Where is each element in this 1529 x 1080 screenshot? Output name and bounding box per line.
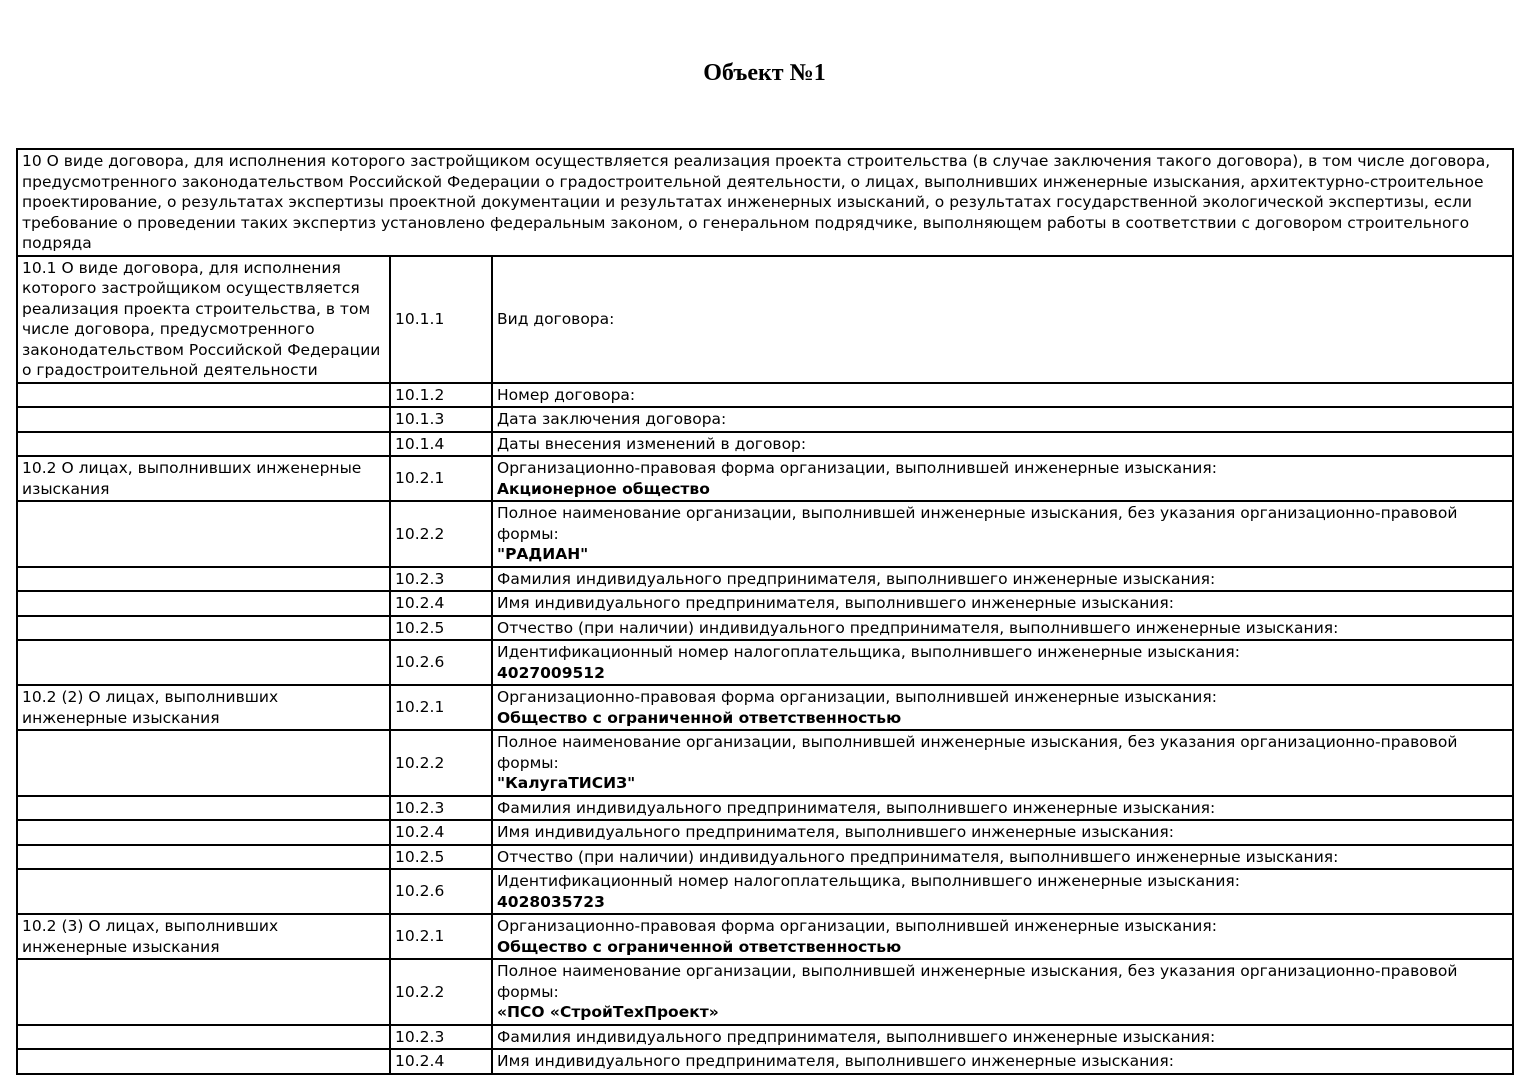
row-value-cell — [492, 845, 1513, 870]
row-value-cell — [492, 256, 1513, 383]
row-code-cell: 10.2.5 — [390, 616, 492, 641]
row-code-cell: 10.1.2 — [390, 383, 492, 408]
field-value: Акционерное общество — [497, 479, 710, 498]
row-code-cell: 10.1.3 — [390, 407, 492, 432]
row-code-cell: 10.2.1 — [390, 456, 492, 501]
row-code-cell: 10.2.2 — [390, 959, 492, 1025]
field-text: Полное наименование организации, выполнившей инженерные изыскания, без указания организационно-правовой формы: — [497, 733, 1458, 772]
row-code-cell: 10.1.1 — [390, 256, 492, 383]
row-value-cell — [492, 616, 1513, 641]
row-value-cell — [492, 407, 1513, 432]
row-value-cell — [492, 869, 1513, 914]
table-row — [17, 959, 1513, 1025]
row-code-cell: 10.2.3 — [390, 1025, 492, 1050]
field-text: Отчество (при наличии) индивидуального предпринимателя, выполнившего инженерные изыскания: — [497, 618, 1339, 637]
row-label-cell — [17, 501, 390, 567]
table-row — [17, 501, 1513, 567]
row-code-cell: 10.2.6 — [390, 640, 492, 685]
field-text: Фамилия индивидуального предпринимателя, выполнившего инженерные изыскания: — [497, 569, 1216, 588]
table-row — [17, 567, 1513, 592]
row-value-cell — [492, 1049, 1513, 1074]
field-value: 4028035723 — [497, 892, 605, 911]
row-code-cell: 10.2.4 — [390, 1049, 492, 1074]
field-text: Номер договора: — [497, 385, 636, 404]
field-text: Имя индивидуального предпринимателя, выполнившего инженерные изыскания: — [497, 594, 1174, 612]
field-value: Общество с ограниченной ответственностью — [497, 937, 902, 956]
row-label-cell — [17, 959, 390, 1025]
declaration-table-body — [17, 149, 1513, 1074]
row-value-cell — [492, 432, 1513, 457]
table-header-row — [17, 149, 1513, 256]
row-value-cell — [492, 730, 1513, 796]
table-row — [17, 730, 1513, 796]
row-value-cell — [492, 640, 1513, 685]
field-text: Фамилия индивидуального предпринимателя, выполнившего инженерные изыскания: — [497, 798, 1216, 817]
row-value-cell — [492, 1025, 1513, 1050]
row-code-cell: 10.2.1 — [390, 914, 492, 959]
table-row — [17, 640, 1513, 685]
table-header-cell: 10 О виде договора, для исполнения которого застройщиком осуществляется реализация проекта строительства (в случае заключения такого договора), в том числе договора, предусмотренного законодательством Российской Федерации о градостроительной деятельности, о лицах, выполнивших инженерные изыскания, архитектурно-строительное проектирование, о результатах экспертизы проектной документации и результатах инженерных изысканий, о результатах государственной экологической экспертизы, если требование о проведении таких экспертиз установлено федеральным законом, о генеральном подрядчике, выполняющем работы в соответствии с договором строительного подряда — [17, 149, 1513, 256]
table-row — [17, 796, 1513, 821]
row-code-cell: 10.2.4 — [390, 820, 492, 845]
table-row — [17, 914, 1513, 959]
row-label-cell — [17, 591, 390, 616]
row-label-cell: 10.2 (2) О лицах, выполнивших инженерные изыскания — [17, 685, 390, 730]
field-value: «ПСО «СтройТехПроект» — [497, 1003, 719, 1021]
row-code-cell: 10.2.5 — [390, 845, 492, 870]
row-code-cell: 10.2.6 — [390, 869, 492, 914]
page-title: Объект №1 — [703, 60, 826, 86]
row-label-cell — [17, 845, 390, 870]
row-label-cell — [17, 1049, 390, 1074]
row-label-cell — [17, 730, 390, 796]
field-text: Организационно-правовая форма организации, выполнившей инженерные изыскания: — [497, 459, 1217, 477]
field-text: Имя индивидуального предпринимателя, выполнившего инженерные изыскания: — [497, 823, 1174, 841]
row-code-cell: 10.2.3 — [390, 796, 492, 821]
table-row — [17, 456, 1513, 501]
field-text: Организационно-правовая форма организации, выполнившей инженерные изыскания: — [497, 688, 1217, 706]
field-text: Вид договора: — [497, 309, 615, 328]
row-value-cell — [492, 567, 1513, 592]
table-row — [17, 432, 1513, 457]
row-value-cell — [492, 383, 1513, 408]
field-text: Идентификационный номер налогоплательщика, выполнившего инженерные изыскания: — [497, 872, 1240, 890]
field-value: "РАДИАН" — [497, 545, 589, 563]
field-text: Отчество (при наличии) индивидуального предпринимателя, выполнившего инженерные изыскания: — [497, 847, 1339, 866]
row-label-cell — [17, 869, 390, 914]
field-text: Идентификационный номер налогоплательщика, выполнившего инженерные изыскания: — [497, 643, 1240, 661]
field-value: Общество с ограниченной ответственностью — [497, 708, 902, 727]
row-value-cell — [492, 685, 1513, 730]
field-value: 4027009512 — [497, 663, 605, 682]
table-row — [17, 383, 1513, 408]
field-text: Даты внесения изменений в договор: — [497, 434, 807, 453]
row-label-cell — [17, 640, 390, 685]
table-row — [17, 407, 1513, 432]
table-row — [17, 1049, 1513, 1074]
row-label-cell: 10.1 О виде договора, для исполнения которого застройщиком осуществляется реализация проекта строительства, в том числе договора, предусмотренного законодательством Российской Федерации о градостроительной деятельности — [17, 256, 390, 383]
table-row — [17, 845, 1513, 870]
row-code-cell: 10.2.2 — [390, 730, 492, 796]
table-row — [17, 1025, 1513, 1050]
row-label-cell — [17, 796, 390, 821]
row-label-cell — [17, 1025, 390, 1050]
row-value-cell — [492, 501, 1513, 567]
row-value-cell — [492, 914, 1513, 959]
row-code-cell: 10.2.4 — [390, 591, 492, 616]
table-row — [17, 685, 1513, 730]
row-code-cell: 10.2.3 — [390, 567, 492, 592]
table-row — [17, 256, 1513, 383]
field-text: Полное наименование организации, выполнившей инженерные изыскания, без указания организационно-правовой формы: — [497, 504, 1458, 543]
row-label-cell — [17, 407, 390, 432]
row-label-cell — [17, 820, 390, 845]
row-code-cell: 10.1.4 — [390, 432, 492, 457]
row-value-cell — [492, 796, 1513, 821]
table-row — [17, 616, 1513, 641]
row-code-cell: 10.2.1 — [390, 685, 492, 730]
table-row — [17, 820, 1513, 845]
row-code-cell: 10.2.2 — [390, 501, 492, 567]
row-label-cell — [17, 616, 390, 641]
row-label-cell — [17, 432, 390, 457]
field-text: Дата заключения договора: — [497, 410, 727, 428]
row-value-cell — [492, 959, 1513, 1025]
row-value-cell — [492, 456, 1513, 501]
row-value-cell — [492, 591, 1513, 616]
declaration-table — [16, 148, 1514, 1075]
field-text: Организационно-правовая форма организации, выполнившей инженерные изыскания: — [497, 917, 1217, 935]
row-label-cell: 10.2 О лицах, выполнивших инженерные изыскания — [17, 456, 390, 501]
field-text: Фамилия индивидуального предпринимателя, выполнившего инженерные изыскания: — [497, 1027, 1216, 1046]
table-row — [17, 591, 1513, 616]
row-label-cell — [17, 567, 390, 592]
table-row — [17, 869, 1513, 914]
row-value-cell — [492, 820, 1513, 845]
field-text: Имя индивидуального предпринимателя, выполнившего инженерные изыскания: — [497, 1052, 1174, 1070]
field-value: "КалугаТИСИЗ" — [497, 774, 636, 792]
row-label-cell: 10.2 (3) О лицах, выполнивших инженерные изыскания — [17, 914, 390, 959]
row-label-cell — [17, 383, 390, 408]
field-text: Полное наименование организации, выполнившей инженерные изыскания, без указания организационно-правовой формы: — [497, 962, 1458, 1001]
